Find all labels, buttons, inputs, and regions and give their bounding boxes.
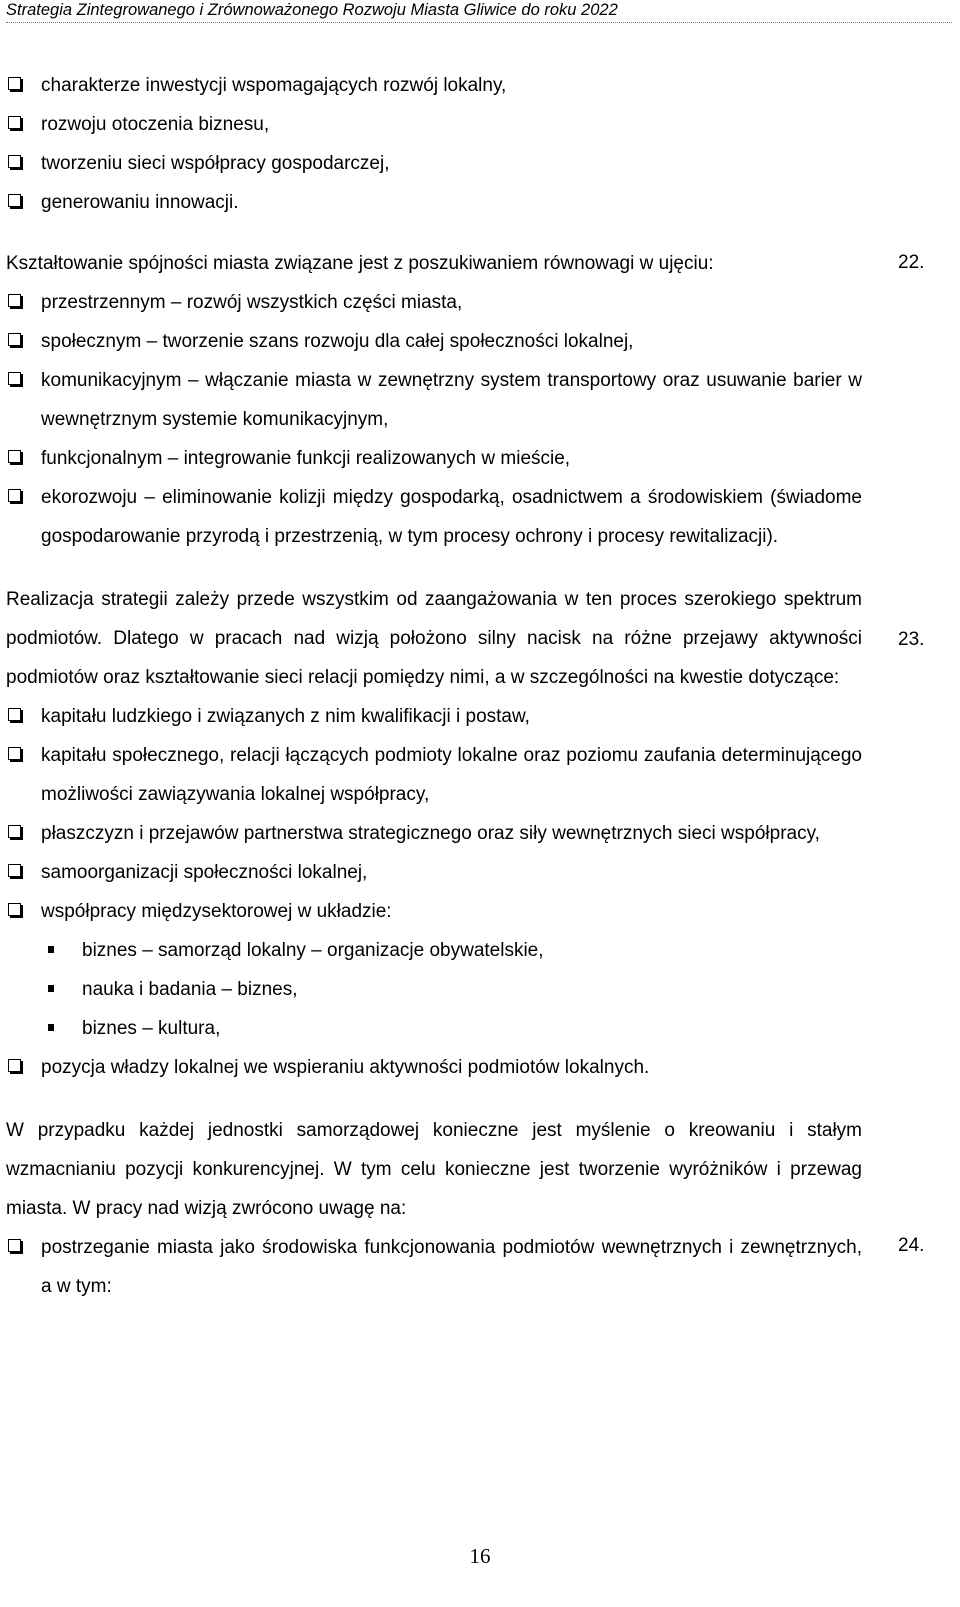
checkbox-bullet-icon — [8, 1059, 21, 1072]
checkbox-bullet-icon — [8, 825, 21, 838]
page-header — [6, 0, 952, 23]
checkbox-bullet-icon — [8, 77, 21, 90]
square-bullet-icon — [48, 946, 54, 953]
list-item: społecznym – tworzenie szans rozwoju dla całej społeczności lokalnej, — [6, 322, 862, 361]
page-number: 16 — [469, 1544, 491, 1568]
list-item: kapitału społecznego, relacji łączących podmioty lokalne oraz poziomu zaufania determinującego możliwości zawiązywania lokalnej współpracy, — [6, 736, 862, 814]
paragraph-22-intro: Kształtowanie spójności miasta związane jest z poszukiwaniem równowagi w ujęciu: — [6, 253, 714, 274]
list-item: płaszczyzn i przejawów partnerstwa strategicznego oraz siły wewnętrznych sieci współpracy, — [6, 814, 862, 853]
checkbox-bullet-icon — [8, 747, 21, 760]
checkbox-bullet-icon — [8, 450, 21, 463]
list-item: charakterze inwestycji wspomagających rozwój lokalny, — [6, 66, 862, 105]
sub-list-item: nauka i badania – biznes, — [6, 970, 862, 1009]
checkbox-bullet-icon — [8, 294, 21, 307]
list-item: postrzeganie miasta jako środowiska funkcjonowania podmiotów wewnętrznych i zewnętrznych, a w tym: — [6, 1228, 862, 1306]
square-bullet-icon — [48, 985, 54, 992]
checkbox-bullet-icon — [8, 116, 21, 129]
checkbox-bullet-icon — [8, 864, 21, 877]
list-item: samoorganizacji społeczności lokalnej, — [6, 853, 862, 892]
checkbox-bullet-icon — [8, 372, 21, 385]
list-item: funkcjonalnym – integrowanie funkcji realizowanych w mieście, — [6, 439, 862, 478]
square-bullet-icon — [48, 1024, 54, 1031]
checkbox-bullet-icon — [8, 333, 21, 346]
sub-list-item: biznes – kultura, — [6, 1009, 862, 1048]
document-title: Strategia Zintegrowanego i Zrównoważonego Rozwoju Miasta Gliwice do roku 2022 — [6, 1, 618, 19]
checkbox-bullet-icon — [8, 903, 21, 916]
checkbox-bullet-icon — [8, 489, 21, 502]
paragraph-23-intro: Realizacja strategii zależy przede wszystkim od zaangażowania w ten proces szerokiego spektrum podmiotów. Dlatego w pracach nad wizją położono silny nacisk na różne przejawy aktywności podmiotów oraz kształtowanie sieci relacji pomiędzy nimi, a w szczególności na kwestie dotyczące: — [6, 589, 862, 688]
document-body — [6, 66, 862, 1306]
list-item: kapitału ludzkiego i związanych z nim kwalifikacji i postaw, — [6, 697, 862, 736]
checkbox-bullet-icon — [8, 708, 21, 721]
list-item: tworzeniu sieci współpracy gospodarczej, — [6, 144, 862, 183]
list-item: przestrzennym – rozwój wszystkich części miasta, — [6, 283, 862, 322]
paragraph-number-22: 22. — [898, 252, 925, 273]
sub-list-item: biznes – samorząd lokalny – organizacje obywatelskie, — [6, 931, 862, 970]
list-item: rozwoju otoczenia biznesu, — [6, 105, 862, 144]
list-item: ekorozwoju – eliminowanie kolizji między gospodarką, osadnictwem a środowiskiem (świadome gospodarowanie przyrodą i przestrzenią, w tym procesy ochrony i procesy rewitalizacji). — [6, 478, 862, 556]
paragraph-number-23: 23. — [898, 629, 925, 650]
list-item: komunikacyjnym – włączanie miasta w zewnętrzny system transportowy oraz usuwanie barier w wewnętrznym systemie komunikacyjnym, — [6, 361, 862, 439]
list-item: generowaniu innowacji. — [6, 183, 862, 222]
list-item: pozycja władzy lokalnej we wspieraniu aktywności podmiotów lokalnych. — [6, 1048, 862, 1087]
list-item: współpracy międzysektorowej w układzie: — [6, 892, 862, 931]
checkbox-bullet-icon — [8, 194, 21, 207]
checkbox-bullet-icon — [8, 1239, 21, 1252]
paragraph-24-intro: W przypadku każdej jednostki samorządowej konieczne jest myślenie o kreowaniu i stałym wzmacnianiu pozycji konkurencyjnej. W tym celu konieczne jest tworzenie wyróżników i przewag miasta. W pracy nad wizją zwrócono uwagę na: — [6, 1120, 862, 1219]
checkbox-bullet-icon — [8, 155, 21, 168]
paragraph-number-24: 24. — [898, 1235, 925, 1256]
